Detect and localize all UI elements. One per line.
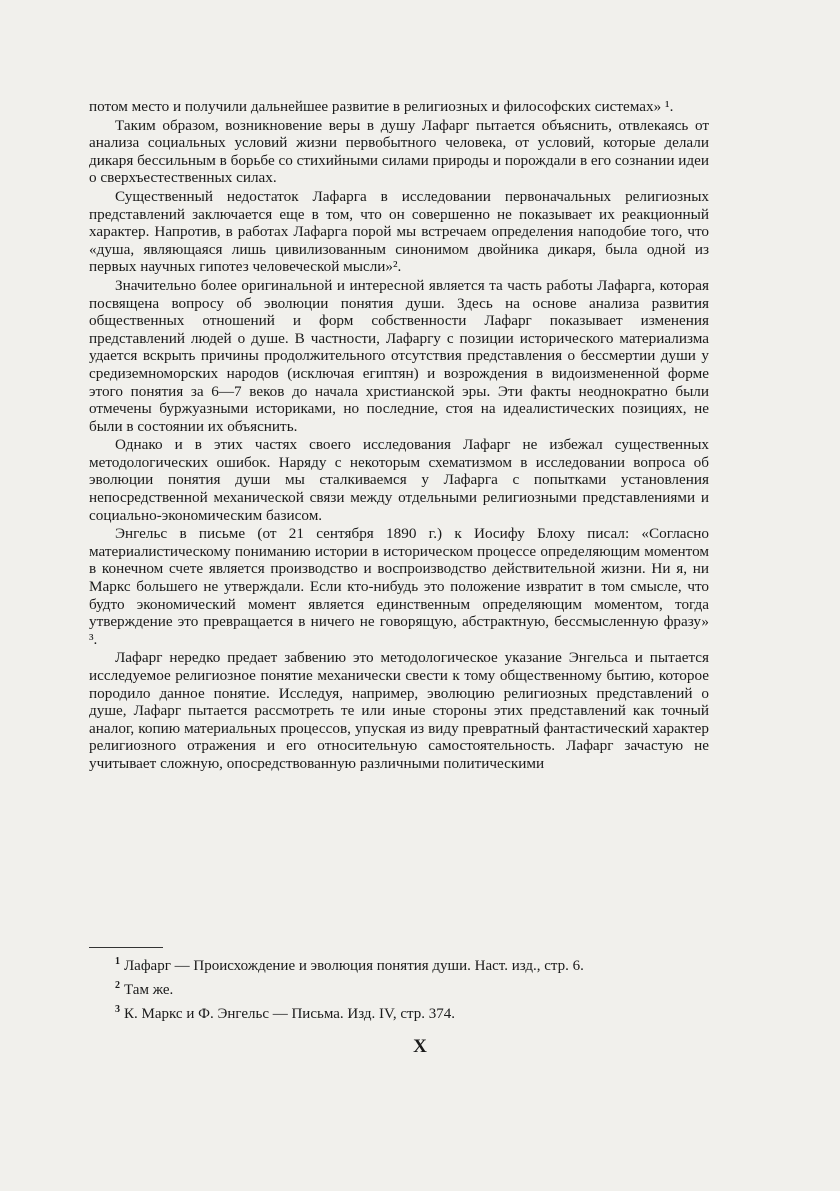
paragraph-4: Значительно более оригинальной и интересной является та часть работы Лафарга, которая посвящена вопросу об эволюции понятия души. Здесь на основе анализа развития общественных отношений и форм собственности Лафарг показывает изменения представлений людей о душе. В частности, Лафаргу с позиции исторического материализма удается вскрыть причины продолжительного отсутствия представления о бессмертии души у средиземноморских народов (исключая египтян) и возрождения в видоизмененной форме этого понятия за 6—7 веков до начала христианской эры. Эти факты неоднократно были отмечены буржуазными историками, но последние, стоя на идеалистических позициях, не были в состоянии их объяснить. [89, 276, 709, 435]
footnote-text: Лафарг — Происхождение и эволюция понятия души. Наст. изд., стр. 6. [124, 958, 584, 974]
footnote-marker: 2 [115, 980, 120, 991]
body-text [89, 98, 709, 774]
footnote-text: Там же. [124, 982, 174, 998]
footnote-2 [89, 976, 709, 1000]
footnote-divider [89, 947, 163, 948]
page-number: X [413, 1036, 427, 1057]
paragraph-7: Лафарг нередко предает забвению это методологическое указание Энгельса и пытается исследуемое религиозное понятие механически свести к тому общественному бытию, которое породило данное понятие. Исследуя, например, эволюцию религиозных представлений о душе, Лафарг пытается рассмотреть те или иные стороны этих представлений как точный аналог, копию материальных процессов, упуская из виду превратный фантастический характер религиозного отражения и его относительную самостоятельность. Лафарг зачастую не учитывает сложную, опосредствованную различными политическими [89, 649, 709, 772]
footnote-1 [89, 952, 709, 976]
footnote-text: К. Маркс и Ф. Энгельс — Письма. Изд. IV, стр. 374. [124, 1006, 456, 1022]
paragraph-6: Энгельс в письме (от 21 сентября 1890 г.) к Иосифу Блоху писал: «Согласно материалистическому пониманию истории в историческом процессе определяющим моментом в конечном счете является производство и воспроизводство действительной жизни. Ни я, ни Маркс большего не утверждали. Если кто-нибудь это положение извратит в том смысле, что будто экономический момент является единственным определяющим моментом, тогда утверждение это превращается в ничего не говорящую, абстрактную, бессмысленную фразу» ³. [89, 525, 709, 648]
footnote-marker: 1 [115, 956, 120, 967]
footnotes [89, 952, 709, 1024]
paragraph-1: потом место и получили дальнейшее развитие в религиозных и философских системах» ¹. [89, 98, 674, 115]
paragraph-2: Таким образом, возникновение веры в душу Лафарг пытается объяснить, отвлекаясь от анализа социальных условий жизни первобытного человека, от условий, которые делали дикаря бессильным в борьбе со стихийными силами природы и порождали в его сознании идеи о сверхъестественных силах. [89, 116, 710, 187]
footnote-3 [89, 1000, 709, 1024]
paragraph-5: Однако и в этих частях своего исследования Лафарг не избежал существенных методологических ошибок. Наряду с некоторым схематизмом в исследовании вопроса об эволюции понятия души мы сталкиваемся у Лафарга с попытками установления непосредственной механической связи между отдельными религиозными представлениями и социально-экономическим базисом. [89, 436, 709, 524]
paragraph-3: Существенный недостаток Лафарга в исследовании первоначальных религиозных представлений заключается еще в том, что он совершенно не показывает их реакционный характер. Напротив, в работах Лафарга порой мы встречаем определения наподобие того, что «душа, являющаяся лишь цивилизованным синонимом двойника дикаря, была одной из первых научных гипотез человеческой мысли»². [89, 187, 709, 276]
footnote-marker: 3 [115, 1004, 120, 1015]
